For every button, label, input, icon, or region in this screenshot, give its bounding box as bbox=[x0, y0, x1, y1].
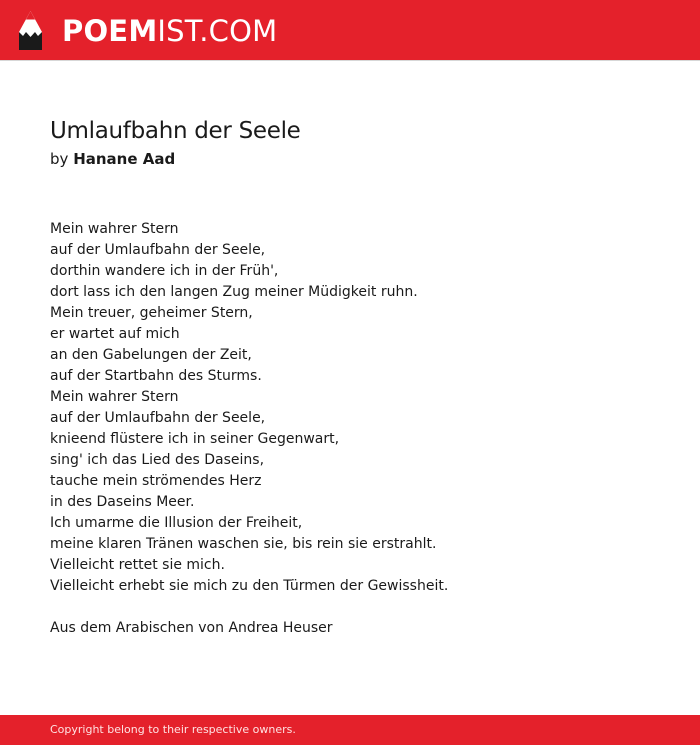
by-label: by bbox=[50, 150, 69, 168]
author-name[interactable]: Hanane Aad bbox=[73, 150, 176, 168]
poem-line: Vielleicht erhebt sie mich zu den Türmen der Gewissheit. bbox=[50, 578, 449, 594]
poem-line: Mein wahrer Stern bbox=[50, 221, 179, 237]
poem-line: er wartet auf mich bbox=[50, 326, 180, 342]
poem-content bbox=[50, 116, 670, 639]
logo-text-bold: POEM bbox=[62, 14, 158, 48]
site-header bbox=[0, 0, 700, 61]
poem-line: auf der Startbahn des Sturms. bbox=[50, 368, 262, 384]
poem-line: meine klaren Tränen waschen sie, bis rein sie erstrahlt. bbox=[50, 536, 437, 552]
copyright-text: Copyright belong to their respective owners. bbox=[50, 723, 296, 736]
translation-note: Aus dem Arabischen von Andrea Heuser bbox=[50, 620, 333, 636]
poem-line: knieend flüstere ich in seiner Gegenwart, bbox=[50, 431, 340, 447]
poem-line: auf der Umlaufbahn der Seele, bbox=[50, 242, 266, 258]
byline bbox=[50, 148, 670, 170]
poem-body bbox=[50, 219, 670, 597]
pencil-icon[interactable] bbox=[18, 10, 43, 51]
site-logo[interactable] bbox=[62, 13, 277, 49]
poem-line: tauche mein strömendes Herz bbox=[50, 473, 262, 489]
site-footer bbox=[0, 715, 700, 745]
poem-title: Umlaufbahn der Seele bbox=[50, 118, 301, 144]
poem-line: sing' ich das Lied des Daseins, bbox=[50, 452, 265, 468]
poem-line: Vielleicht rettet sie mich. bbox=[50, 557, 225, 573]
poem-line: dorthin wandere ich in der Früh', bbox=[50, 263, 279, 279]
poem-line: Mein treuer, geheimer Stern, bbox=[50, 305, 253, 321]
poem-line: Mein wahrer Stern bbox=[50, 389, 179, 405]
poem-line: dort lass ich den langen Zug meiner Müdigkeit ruhn. bbox=[50, 284, 418, 300]
poem-line: an den Gabelungen der Zeit, bbox=[50, 347, 252, 363]
poem-line: Ich umarme die Illusion der Freiheit, bbox=[50, 515, 303, 531]
poem-line: auf der Umlaufbahn der Seele, bbox=[50, 410, 266, 426]
logo-text-light: IST.COM bbox=[157, 14, 278, 48]
poem-line: in des Daseins Meer. bbox=[50, 494, 195, 510]
